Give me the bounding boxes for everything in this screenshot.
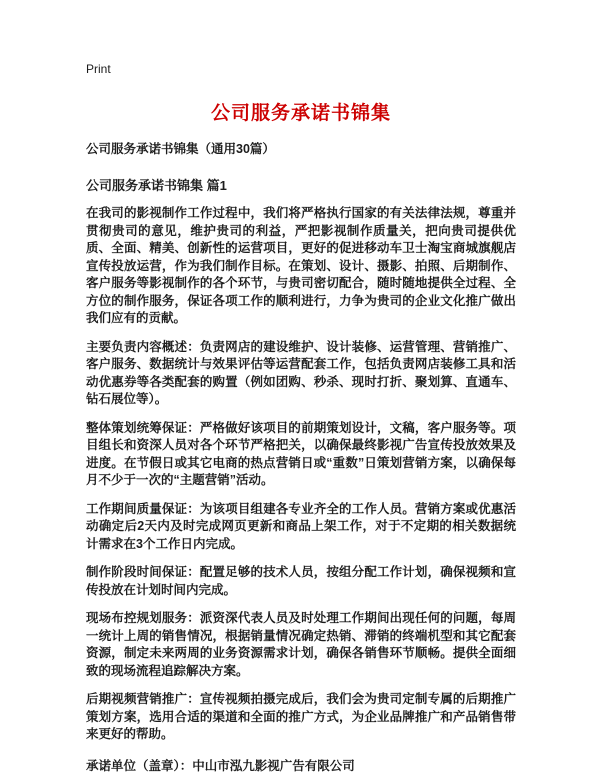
paragraph: 整体策划统筹保证：严格做好该项目的前期策划设计，文稿，客户服务等。项目组长和资深人员对各个环节严格把关，以确保最终影视广告宣传投放效果及进度。在节假日或其它电商的热点营销日或“重数”日策划营销方案，以确保每月不少于一次的“主题营销”活动。 — [86, 420, 516, 487]
signature-line: 承诺单位（盖章）：中山市泓九影视广告有限公司 — [86, 758, 355, 773]
paragraph: 后期视频营销推广：宣传视频拍摄完成后，我们会为贵司定制专属的后期推广策划方案，选用合适的渠道和全面的推广方式，为企业品牌推广和产品销售带来更好的帮助。 — [86, 692, 516, 741]
print-link[interactable]: Print — [86, 62, 111, 76]
paragraph: 制作阶段时间保证：配置足够的技术人员，按组分配工作计划，确保视频和宣传投放在计划时间内完成。 — [86, 565, 516, 597]
document-title: 公司服务承诺书锦集 — [210, 103, 391, 124]
document-subtitle: 公司服务承诺书锦集（通用30篇） — [86, 142, 275, 156]
paragraph: 工作期间质量保证：为该项目组建各专业齐全的工作人员。营销方案或优惠活动确定后2天内及时完成网页更新和商品上架工作，对于不定期的相关数据统计需求在3个工作日内完成。 — [86, 501, 516, 551]
paragraph: 现场布控规划服务：派资深代表人员及时处理工作期间出现任何的问题，每周一统计上周的销售情况，根据销量情况确定热销、滞销的终端机型和其它配套资源，制定未来两周的业务资源需求计划，确保各销售环节顺畅。提供全面细致的现场流程追踪解决方案。 — [86, 611, 516, 678]
section-heading: 公司服务承诺书锦集 篇1 — [86, 178, 227, 193]
paragraph: 在我司的影视制作工作过程中，我们将严格执行国家的有关法律法规，尊重并贯彻贵司的意见，维护贵司的利益，严把影视制作质量关，把向贵司提供优质、全面、精美、创新性的运营项目，更好的促进移动车卫士淘宝商城旗舰店宣传投放运营，作为我们制作目标。在策划、设计、摄影、拍照、后期制作、客户服务等影视制作的各个环节，与贵司密切配合，随时随地提供全过程、全方位的制作服务，保证各项工作的顺利进行，力争为贵司的企业文化推广做出我们应有的贡献。 — [86, 206, 516, 325]
paragraph: 主要负责内容概述：负责网店的建设维护、设计装修、运营管理、营销推广、客户服务、数据统计与效果评估等运营配套工作，包括负责网店装修工具和活动优惠券等各类配套的购置（例如团购、秒杀、现时打折、聚划算、直通车、钻石展位等）。 — [86, 339, 516, 406]
